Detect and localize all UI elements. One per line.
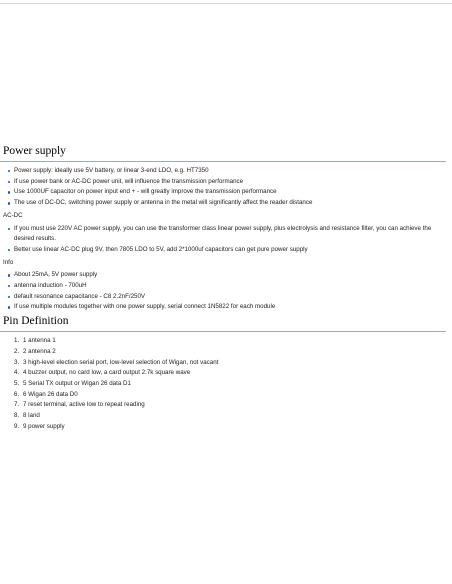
list-item: If you must use 220V AC power supply, you can use the transformer class linear power supply, plus electrolysis and resistance filter, you can achieve the desired results. (8, 224, 446, 245)
list-item: Power supply: ideally use 5V battery, or linear 3-end LDO, e.g. HT7350 (8, 166, 446, 177)
pin-definition-list (0, 336, 446, 432)
article-content (0, 143, 446, 432)
item-text: 9 power supply (23, 422, 65, 430)
item-number: 2. (14, 347, 20, 355)
list-item: If use power bank or AC-DC power unit, will influence the transmission performance (8, 177, 446, 188)
list-item (14, 411, 446, 422)
item-text: 2 antenna 2 (23, 347, 56, 355)
item-number: 9. (14, 422, 20, 430)
list-item: Use 1000UF capacitor on power input end + - will greatly improve the transmission performance (8, 187, 446, 198)
item-number: 5. (14, 379, 20, 387)
item-number: 4. (14, 369, 20, 377)
info-list (0, 270, 446, 313)
item-text: 3 high-level election serial port, low-level selection of Wigan, not vacant (23, 358, 219, 366)
pin-definition-heading: Pin Definition (0, 313, 446, 332)
list-item (14, 347, 446, 358)
list-item (14, 422, 446, 433)
list-item: antenna induction - 700uH (8, 281, 446, 292)
item-number: 6. (14, 390, 20, 398)
item-text: 6 Wigan 26 data D0 (23, 390, 78, 398)
list-item: default resonance capacitance - C8 2.2nF/250V (8, 292, 446, 303)
list-item (14, 358, 446, 369)
item-number: 1. (14, 337, 20, 345)
acdc-label: AC-DC (3, 211, 23, 219)
item-text: 7 reset terminal, active low to repeat reading (23, 401, 145, 409)
item-number: 7. (14, 401, 20, 409)
item-text: 8 land (23, 412, 40, 420)
info-label: Info (3, 258, 14, 266)
power-supply-intro-list (0, 166, 446, 209)
item-text: 1 antenna 1 (23, 337, 56, 345)
item-number: 8. (14, 412, 20, 420)
list-item (14, 390, 446, 401)
list-item: About 25mA, 5V power supply (8, 270, 446, 281)
list-item: If use multiple modules together with one power supply, serial connect 1N5822 for each module (8, 302, 446, 313)
top-divider (0, 3, 452, 4)
list-item: The use of DC-DC, switching power supply or antenna in the metal will significantly affect the reader distance (8, 198, 446, 209)
acdc-list (0, 224, 446, 256)
list-item: Better use linear AC-DC plug 9V, then 7805 LDO to 5V, add 2*1000uf capacitors can get pure power supply (8, 245, 446, 256)
item-text: 5 Serial TX output or Wigan 26 data D1 (23, 379, 131, 387)
list-item (14, 379, 446, 390)
power-supply-section (0, 166, 446, 313)
power-supply-heading: Power supply (0, 143, 446, 162)
item-text: 4 buzzer output, no card low, a card output 2.7k square wave (23, 369, 191, 377)
list-item (14, 336, 446, 347)
item-number: 3. (14, 358, 20, 366)
list-item (14, 368, 446, 379)
list-item (14, 400, 446, 411)
